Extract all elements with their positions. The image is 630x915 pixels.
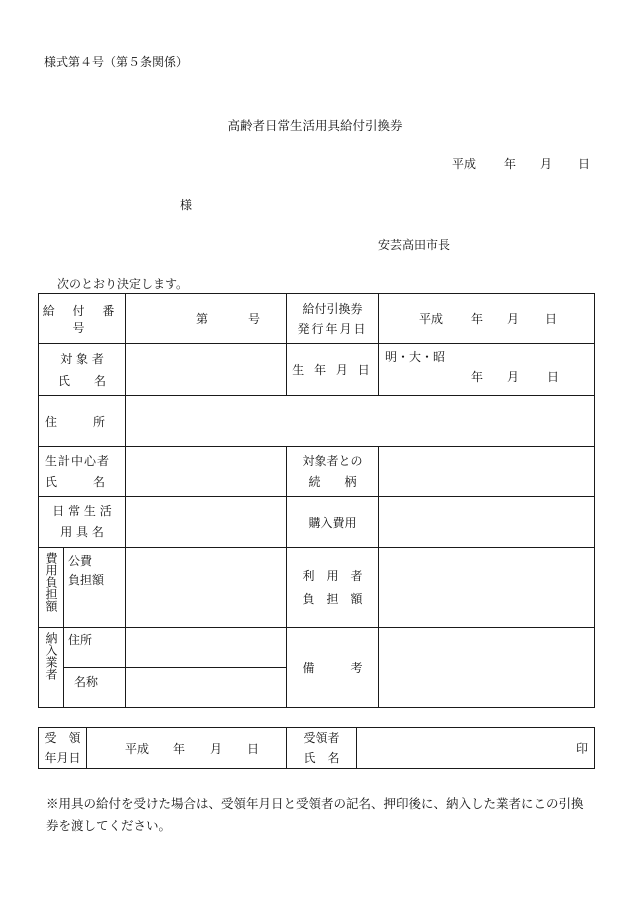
recipient-honorific: 様 [180, 198, 193, 212]
user-burden-label-line1: 利 用 者 [302, 568, 363, 583]
vendor-label-text: 納入業者 [44, 632, 58, 680]
public-label: 公費 [68, 554, 93, 568]
number-suffix: 号 [248, 312, 261, 326]
issue-date-day: 日 [545, 312, 558, 326]
householder-label-line2: 氏 名 [45, 474, 106, 489]
receipt-date-year: 年 [173, 741, 186, 756]
issue-date-era: 平成 [419, 312, 444, 326]
relation-label-line2: 続 柄 [308, 474, 357, 489]
remarks-label: 備 考 [287, 628, 379, 708]
row-grant-number [39, 294, 595, 344]
subject-label-line2: 氏 名 [58, 373, 107, 388]
grant-form-table [38, 293, 595, 708]
header-date-day: 日 [578, 157, 591, 171]
birth-month: 月 [507, 370, 520, 384]
issue-date-year: 年 [471, 312, 484, 326]
issue-date-label [287, 294, 379, 344]
equipment-label-line1: 日 常 生 活 [52, 504, 112, 518]
receiver-name-cell[interactable] [357, 728, 595, 769]
document-title: 高齢者日常生活用具給付引換券 [227, 118, 403, 133]
vendor-name-cell[interactable] [126, 668, 287, 708]
user-burden-label-line2: 負 担 額 [302, 591, 363, 606]
row-subject [39, 344, 595, 396]
row-householder [39, 447, 595, 497]
subject-label [39, 344, 126, 396]
address-cell[interactable] [126, 396, 595, 447]
header-date-month: 月 [540, 157, 553, 171]
receipt-table [38, 727, 595, 769]
birth-day: 日 [547, 370, 560, 384]
header-date-year: 年 [504, 157, 517, 171]
remarks-cell[interactable] [379, 628, 595, 708]
row-address [39, 396, 595, 447]
householder-label [39, 447, 126, 497]
equipment-label-line2: 用 具 名 [60, 525, 104, 539]
seal-mark: 印 [575, 741, 588, 756]
user-burden-label [287, 548, 379, 628]
householder-label-line1: 生計中心者 [45, 453, 111, 468]
birth-eras: 明・大・昭 [385, 350, 446, 364]
number-prefix: 第 [196, 312, 209, 326]
usage-note: ※用具の給付を受けた場合は、受領年月日と受領者の記名、押印後に、納入した業者にこの引換券を渡してください。 [46, 796, 584, 833]
relation-label [287, 447, 379, 497]
vendor-name-label: 名称 [64, 668, 126, 708]
relation-cell[interactable] [379, 447, 595, 497]
vendor-address-label: 住所 [64, 628, 126, 668]
row-cost-burden [39, 548, 595, 628]
vendor-address-cell[interactable] [126, 628, 287, 668]
receiver-label [287, 728, 357, 769]
birth-date-label: 生 年 月 日 [287, 344, 379, 396]
public-burden-label [64, 548, 126, 628]
issuer-name: 安芸高田市長 [378, 238, 451, 252]
grant-number-label: 給 付 番 号 [39, 294, 126, 344]
equipment-name-cell[interactable] [126, 497, 287, 548]
row-receipt [39, 728, 595, 769]
subject-label-line1: 対 象 者 [60, 351, 104, 366]
user-burden-cell[interactable] [379, 548, 595, 628]
public-burden-label-text: 負担額 [68, 573, 105, 587]
receipt-date-cell[interactable] [87, 728, 287, 769]
subject-name-cell[interactable] [126, 344, 287, 396]
row-equipment [39, 497, 595, 548]
relation-label-line1: 対象者との [302, 453, 363, 468]
receipt-date-label-line2: 年月日 [44, 751, 81, 765]
issue-date-month: 月 [507, 312, 520, 326]
row-vendor-address [39, 628, 595, 668]
receipt-date-day: 日 [247, 741, 260, 756]
equipment-label [39, 497, 126, 548]
receiver-label-line2: 氏 名 [303, 751, 340, 765]
receiver-label-line1: 受領者 [303, 731, 340, 745]
public-burden-cell[interactable] [126, 548, 287, 628]
receipt-date-label [39, 728, 87, 769]
header-date-era: 平成 [452, 157, 477, 171]
cost-burden-label [39, 548, 64, 628]
vendor-label [39, 628, 64, 708]
issue-date-label-line2: 発行年月日 [297, 321, 368, 336]
cost-burden-label-text: 費用負担額 [44, 552, 58, 612]
birth-year: 年 [471, 370, 484, 384]
receipt-date-era: 平成 [125, 741, 150, 756]
issue-date-label-line1: 給付引換券 [302, 301, 363, 316]
receipt-date-month: 月 [210, 741, 223, 756]
form-number: 様式第４号（第５条関係） [44, 55, 189, 69]
birth-date-cell[interactable] [379, 344, 595, 396]
purchase-cost-cell[interactable] [379, 497, 595, 548]
householder-name-cell[interactable] [126, 447, 287, 497]
issue-date-cell[interactable] [379, 294, 595, 344]
grant-number-cell[interactable] [126, 294, 287, 344]
purchase-cost-label: 購入費用 [287, 497, 379, 548]
address-label: 住 所 [39, 396, 126, 447]
intro-text: 次のとおり決定します。 [57, 277, 189, 291]
receipt-date-label-line1: 受 領 [44, 731, 81, 745]
